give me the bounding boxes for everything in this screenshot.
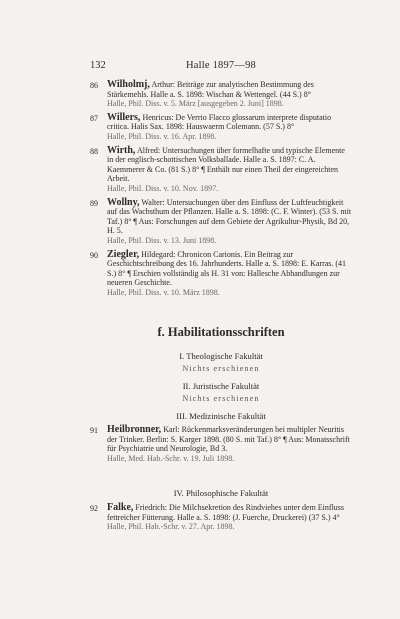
entry-number: 91 — [90, 426, 98, 435]
entry-author: Heilbronner, — [107, 424, 162, 435]
list-item — [90, 80, 352, 109]
faculty-heading-theology: I. Theologische Fakultät — [179, 351, 263, 361]
entry-imprint: Berlin: S. Karger 1898. (80 S. mit Taf.) 8° ¶ Aus: Monatsschrift für Psychiatrie und Neurologie, Bd 3. — [107, 434, 350, 454]
entry-imprint: Halle a. S. 1898: E. Karras. (41 S.) 8° ¶ Erschien vollständig als H. 31 von: Hallesche Abhandlungen zur neueren Geschichte. — [107, 259, 347, 288]
entry-title: Henricus: De Verrio Flacco glossarum interprete disputatio critica. — [107, 112, 332, 132]
faculty-heading-law: II. Juristische Fakultät — [182, 381, 260, 391]
entry-detail: Halle, Phil. Diss. v. 13. Juni 1898. — [107, 235, 217, 245]
entry-title: Friedrich: Die Milchsekretion des Rindviehes unter dem Einfluss fettreicher Fütterung. — [107, 503, 345, 522]
habilitation-list-medicine — [90, 425, 352, 467]
page-header — [90, 60, 352, 74]
entry-number: 86 — [90, 81, 98, 90]
entry-number: 90 — [90, 250, 98, 260]
entry-detail: Halle, Phil. Diss. v. 5. März [ausgegeben 2. Juni] 1898. — [107, 99, 284, 109]
entry-detail: Halle, Phil. Diss. v. 10. März 1898. — [107, 287, 220, 297]
entry-number: 87 — [90, 113, 98, 123]
nothing-published-note: Nichts erschienen — [182, 394, 260, 403]
entry-author: Wollny, — [107, 196, 140, 208]
entry-detail: Halle, Phil. Diss. v. 16. Apr. 1898. — [107, 131, 217, 141]
entry-author: Wilholmj, — [107, 79, 150, 90]
entry-detail: Halle, Phil. Diss. v. 10. Nov. 1897. — [107, 183, 219, 193]
entry-imprint: Halle a. S. 1898: (J. Fuerche, Druckerei) (37 S.) 4° — [176, 512, 340, 522]
entry-number: 88 — [90, 146, 98, 156]
entry-imprint: Halle a. S. 1897: C. A. Kaemmerer & Co. (81 S.) 8° ¶ Enthält nur einen Theil der eingereichten Arbeit. — [107, 155, 339, 184]
entry-imprint: Halle a. S. 1898: Wischan & Wettengel. (44 S.) 8° — [150, 89, 311, 99]
entry-number: 89 — [90, 198, 98, 208]
habilitation-list-philosophy — [90, 503, 352, 536]
entry-imprint: Halis Sax. 1898: Hauswaerm Colemann. (57 S.) 8° — [130, 122, 295, 132]
faculty-heading-philosophy: IV. Philosophische Fakultät — [173, 488, 269, 498]
entry-imprint: Halle a. S. 1898: (C. F. Winter). (53 S. mit Taf.) 8° ¶ Aus: Forschungen auf dem Gebiete der Agrikultur-Physik, Bd 20, H. 5. — [107, 207, 352, 236]
section-title: f. Habilitationsschriften — [157, 325, 285, 339]
entry-author: Falke, — [107, 502, 134, 513]
entry-title: Hildegard: Chronicon Carionis. Ein Beitrag zur Geschichtschreibung des 16. Jahrhunderts. — [107, 249, 294, 269]
running-head: Halle 1897—98 — [186, 60, 256, 71]
entry-title: Alfred: Untersuchungen über formelhafte und typische Elemente in der englisch-schottischen Volksballade. — [107, 145, 345, 165]
entry-title: Karl: Rückenmarksveränderungen bei multipler Neuritis der Trinker. — [107, 425, 345, 444]
entry-author: Willers, — [107, 111, 141, 123]
nothing-published-note: Nichts erschienen — [182, 364, 260, 373]
entry-detail: Halle, Med. Hab.-Schr. v. 19. Juli 1898. — [107, 453, 235, 463]
entry-author: Ziegler, — [107, 248, 140, 260]
list-item — [90, 113, 352, 142]
list-item — [90, 250, 352, 298]
entry-author: Wirth, — [107, 144, 136, 156]
dissertation-list — [90, 80, 352, 301]
list-item — [90, 425, 352, 463]
list-item — [90, 503, 352, 532]
faculty-heading-medicine: III. Medizinische Fakultät — [176, 411, 266, 421]
list-item — [90, 146, 352, 194]
entry-detail: Halle, Phil. Hab.-Schr. v. 27. Apr. 1898. — [107, 522, 235, 532]
entry-number: 92 — [90, 504, 98, 513]
entry-title: Arthur: Beiträge zur analytischen Bestimmung des Stärkemehls. — [107, 80, 314, 99]
entry-title: Walter: Untersuchungen über den Einfluss der Luftfeuchtigkeit auf das Wachsthum der Pflanzen. — [107, 197, 344, 217]
page-number: 132 — [90, 60, 106, 71]
list-item — [90, 198, 352, 246]
